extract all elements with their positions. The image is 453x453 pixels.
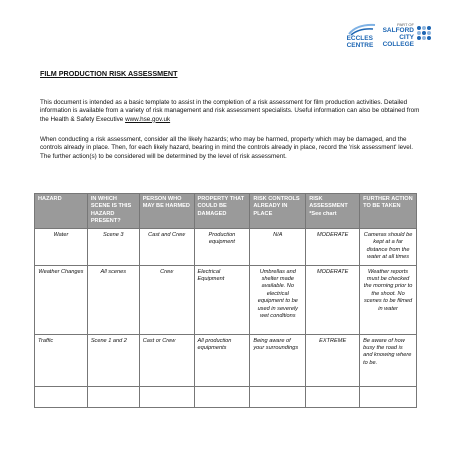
table-row xyxy=(35,334,417,386)
document-title: FILM PRODUCTION RISK ASSESSMENT xyxy=(40,69,178,78)
header-controls: RISK CONTROLS ALREADY IN PLACE xyxy=(250,194,306,229)
table-cell: MODERATE xyxy=(306,265,360,334)
header-further-action: FURTHER ACTION TO BE TAKEN xyxy=(360,194,417,229)
salford-city-college-logo xyxy=(383,22,431,49)
eccles-logo-line2: CENTRE xyxy=(346,42,374,49)
intro-paragraph xyxy=(40,99,422,124)
table-cell: Be aware of how busy the road is and knowing where to be. xyxy=(360,334,417,386)
table-cell xyxy=(139,386,194,407)
header-logos xyxy=(347,22,431,50)
table-cell xyxy=(35,386,88,407)
intro-paragraph-text: This document is intended as a basic template to assist in the completion of a risk assessment for film production activities. Detailed information is available from a variety of risk management and risk assessment specialists. Useful information can also be obtained from the Health & Safety Executive xyxy=(40,99,420,123)
table-cell xyxy=(306,386,360,407)
table-cell: Cast and Crew xyxy=(139,229,194,266)
table-cell: Umbrellas and shelter made available. No electrical equipment to be used in severely wet conditions xyxy=(250,265,306,334)
table-cell: Water xyxy=(35,229,88,266)
table-row xyxy=(35,229,417,266)
table-cell: EXTREME xyxy=(306,334,360,386)
table-cell: Electrical Equipment xyxy=(194,265,250,334)
salford-logo-line2: CITY xyxy=(399,34,414,42)
table-cell xyxy=(87,386,139,407)
header-assessment: RISK ASSESSMENT *See chart xyxy=(306,194,360,229)
table-cell: Scene 1 and 2 xyxy=(87,334,139,386)
header-scene: IN WHICH SCENE IS THIS HAZARD PRESENT? xyxy=(87,194,139,229)
table-cell: All production equipments xyxy=(194,334,250,386)
salford-logo-small: PART OF xyxy=(397,22,414,27)
hse-link[interactable]: www.hse.gov.uk xyxy=(125,115,171,123)
risk-assessment-table xyxy=(34,193,417,408)
table-header-row xyxy=(35,194,417,229)
instructions-paragraph: When conducting a risk assessment, consider all the likely hazards; who may be harmed, property which may be damaged, and the controls already in place. Then, for each likely hazard, bearing in mind the controls already in place, record the 'risk assessment' level. The further action(s) to be considered will be determined by the level of risk assessment. xyxy=(40,136,413,160)
table-row xyxy=(35,386,417,407)
salford-logo-line3: COLLEGE xyxy=(382,41,414,49)
table-cell xyxy=(250,386,306,407)
header-hazard: HAZARD xyxy=(35,194,88,229)
header-property: PROPERTY THAT COULD BE DAMAGED xyxy=(194,194,250,229)
table-row xyxy=(35,265,417,334)
table-cell: Weather Changes xyxy=(35,265,88,334)
table-cell: MODERATE xyxy=(306,229,360,266)
table-cell: Traffic xyxy=(35,334,88,386)
table-cell: N/A xyxy=(250,229,306,266)
table-cell: Weather reports must be checked the morning prior to the shoot. No scenes to be filmed in water xyxy=(360,265,417,334)
table-cell xyxy=(360,386,417,407)
table-cell: Being aware of your surroundings xyxy=(250,334,306,386)
salford-logo-line1: SALFORD xyxy=(382,27,414,34)
table-cell: Scene 3 xyxy=(87,229,139,266)
table-cell xyxy=(194,386,250,407)
salford-dots-icon xyxy=(417,26,431,40)
table-cell: All scenes xyxy=(87,265,139,334)
table-cell: Cast or Crew xyxy=(139,334,194,386)
header-person: PERSON WHO MAY BE HARMED xyxy=(139,194,194,229)
eccles-centre-logo xyxy=(347,22,377,50)
table-cell: Production equipment xyxy=(194,229,250,266)
table-cell: Crew xyxy=(139,265,194,334)
eccles-swoosh-icon xyxy=(347,22,377,36)
table-cell: Cameras should be kept at a far distance from the water at all times xyxy=(360,229,417,266)
eccles-logo-line1: ECCLES xyxy=(346,35,373,42)
